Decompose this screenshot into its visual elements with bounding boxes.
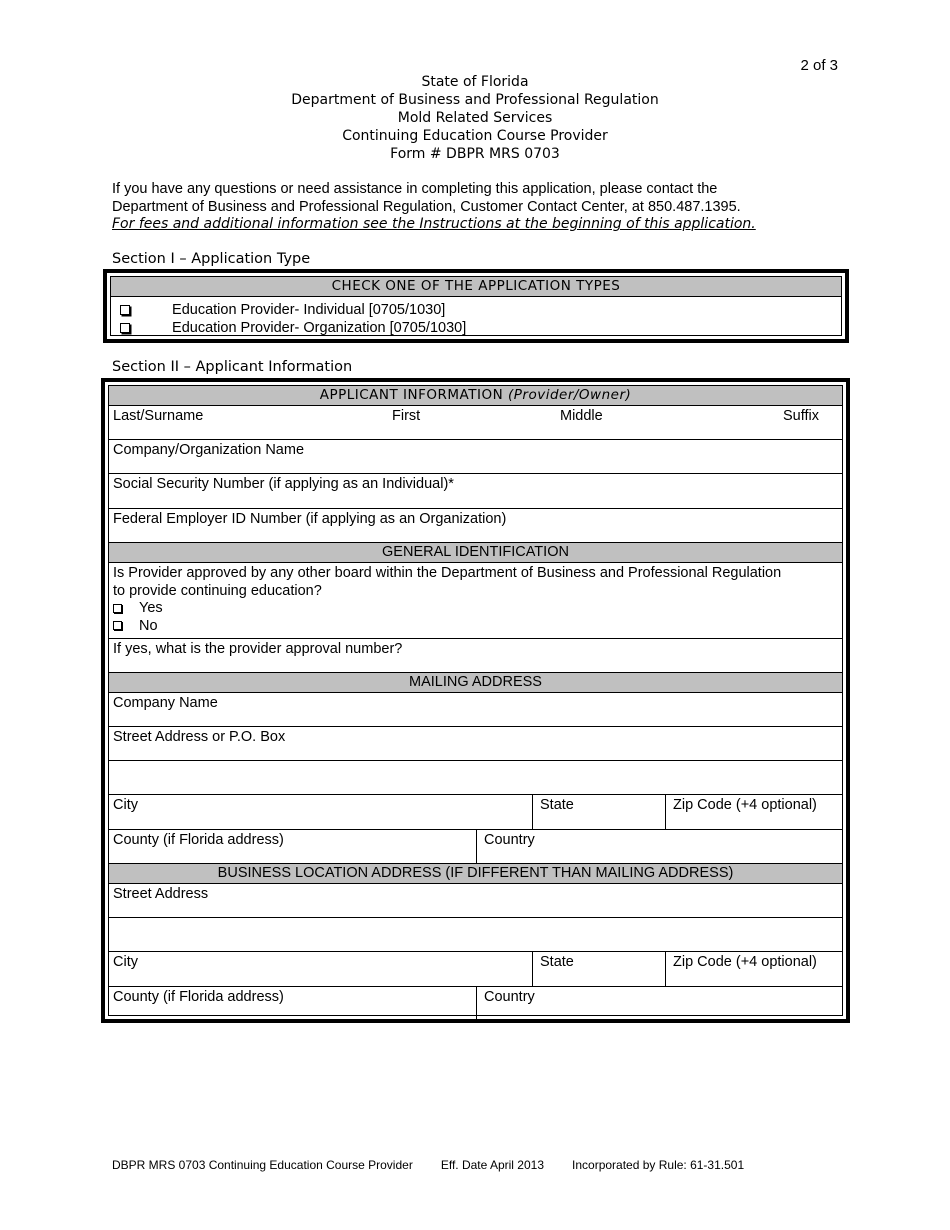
section-1-title: Section I – Application Type bbox=[112, 251, 311, 267]
header-state: State of Florida bbox=[421, 74, 529, 90]
ssn-label: Social Security Number (if applying as an Individual)* bbox=[113, 476, 454, 492]
ssn-field[interactable] bbox=[109, 474, 842, 509]
middle-name-label: Middle bbox=[560, 408, 603, 424]
business-location-band: BUSINESS LOCATION ADDRESS (IF DIFFERENT THAN MAILING ADDRESS) bbox=[109, 864, 842, 884]
street-po-label: Street Address or P.O. Box bbox=[113, 729, 286, 745]
business-street-field-line-2[interactable] bbox=[109, 918, 842, 952]
mailing-county-country-row bbox=[109, 830, 842, 864]
option-individual-label: Education Provider- Individual [0705/1030] bbox=[172, 302, 446, 318]
street-po-field[interactable] bbox=[109, 727, 842, 761]
first-name-label: First bbox=[392, 408, 421, 424]
other-board-question bbox=[109, 563, 842, 639]
fein-label: Federal Employer ID Number (if applying as an Organization) bbox=[113, 511, 507, 527]
company-name-field[interactable] bbox=[109, 693, 842, 727]
business-county-label: County (if Florida address) bbox=[113, 989, 284, 1005]
business-county-country-row bbox=[109, 987, 842, 1023]
option-individual[interactable] bbox=[120, 301, 466, 319]
checkbox-individual[interactable] bbox=[120, 305, 130, 315]
no-option[interactable] bbox=[113, 618, 781, 636]
question-line-1: Is Provider approved by any other board within the Department of Business and Professional Regulation bbox=[113, 565, 782, 581]
general-identification-band: GENERAL IDENTIFICATION bbox=[109, 543, 842, 563]
intro-line-1: If you have any questions or need assistance in completing this application, please contact the bbox=[112, 181, 718, 197]
header-department: Department of Business and Professional Regulation bbox=[291, 92, 659, 108]
business-state-label: State bbox=[540, 954, 574, 970]
no-label: No bbox=[139, 617, 158, 634]
business-city-label: City bbox=[113, 954, 138, 970]
approval-number-field[interactable] bbox=[109, 639, 842, 673]
company-organization-label: Company/Organization Name bbox=[113, 442, 305, 458]
option-organization-label: Education Provider- Organization [0705/1030] bbox=[172, 320, 467, 336]
checkbox-organization[interactable] bbox=[120, 323, 130, 333]
street-po-field-line-2[interactable] bbox=[109, 761, 842, 795]
business-street-label: Street Address bbox=[113, 886, 209, 902]
last-name-label: Last/Surname bbox=[113, 408, 204, 424]
header-form-title: Continuing Education Course Provider bbox=[342, 128, 608, 144]
intro-text bbox=[112, 181, 832, 234]
intro-line-2: Department of Business and Professional Regulation, Customer Contact Center, at 850.487.1395. bbox=[112, 198, 741, 215]
name-row[interactable] bbox=[109, 406, 842, 440]
yes-option[interactable] bbox=[113, 600, 781, 618]
header-profession: Mold Related Services bbox=[397, 110, 553, 126]
section-2-title: Section II – Applicant Information bbox=[112, 359, 353, 375]
page-number: 2 of 3 bbox=[800, 57, 838, 74]
section-2-box bbox=[101, 378, 850, 1023]
mailing-state-label: State bbox=[540, 797, 574, 813]
applicant-information-band: APPLICANT INFORMATION (Provider/Owner) bbox=[109, 386, 842, 406]
mailing-city-label: City bbox=[113, 797, 138, 813]
business-street-field[interactable] bbox=[109, 884, 842, 918]
mailing-address-band: MAILING ADDRESS bbox=[109, 673, 842, 693]
approval-number-label: If yes, what is the provider approval number? bbox=[113, 641, 403, 657]
company-name-label: Company Name bbox=[113, 695, 218, 711]
business-city-state-zip-row bbox=[109, 952, 842, 987]
section-1-box bbox=[103, 269, 849, 343]
form-header bbox=[0, 73, 950, 163]
mailing-county-label: County (if Florida address) bbox=[113, 832, 284, 848]
business-country-label: Country bbox=[484, 989, 535, 1005]
application-type-options bbox=[120, 301, 466, 337]
question-line-2: to provide continuing education? bbox=[113, 582, 322, 599]
footer-rule: Incorporated by Rule: 61-31.501 bbox=[572, 1158, 745, 1172]
fein-field[interactable] bbox=[109, 509, 842, 543]
company-organization-field[interactable] bbox=[109, 440, 842, 474]
intro-line-3: For fees and additional information see the Instructions at the beginning of this application. bbox=[112, 216, 756, 232]
yes-label: Yes bbox=[139, 600, 163, 616]
suffix-label: Suffix bbox=[783, 408, 820, 424]
business-zip-label: Zip Code (+4 optional) bbox=[673, 954, 817, 970]
header-form-number: Form # DBPR MRS 0703 bbox=[390, 146, 560, 162]
mailing-city-state-zip-row bbox=[109, 795, 842, 830]
checkbox-no[interactable] bbox=[113, 621, 122, 630]
mailing-zip-label: Zip Code (+4 optional) bbox=[673, 797, 817, 813]
application-types-band: CHECK ONE OF THE APPLICATION TYPES bbox=[111, 277, 841, 297]
checkbox-yes[interactable] bbox=[113, 604, 122, 613]
page-footer bbox=[112, 1158, 744, 1172]
mailing-country-label: Country bbox=[484, 832, 535, 848]
option-organization[interactable] bbox=[120, 319, 466, 337]
footer-eff-date: Eff. Date April 2013 bbox=[440, 1158, 545, 1172]
footer-form: DBPR MRS 0703 Continuing Education Course Provider bbox=[112, 1158, 413, 1172]
